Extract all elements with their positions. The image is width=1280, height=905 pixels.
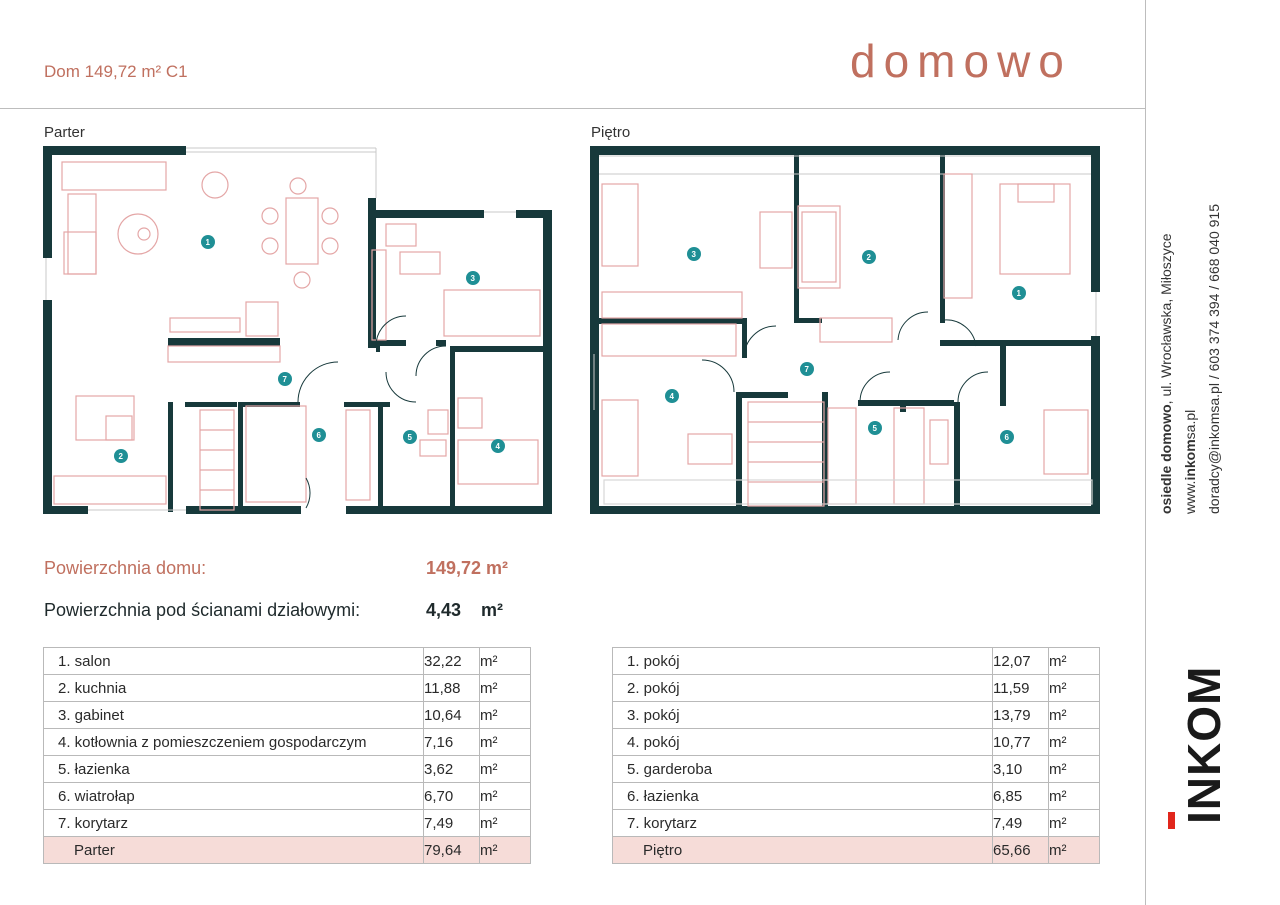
upper-floor-plan [588, 140, 1104, 520]
room-unit: m² [1049, 648, 1100, 675]
svg-text:1: 1 [1016, 289, 1021, 298]
room-unit: m² [1049, 675, 1100, 702]
room-marker [1012, 286, 1026, 300]
room-marker [114, 449, 128, 463]
room-area: 11,88 [424, 675, 480, 702]
table-row [44, 783, 531, 810]
ground-floor-label: Parter [44, 124, 85, 141]
room-unit: m² [1049, 702, 1100, 729]
contact-info: doradcy@inkomsa.pl / 603 374 394 / 668 040 915 [1206, 204, 1222, 514]
inkom-logo-mark [1168, 812, 1175, 829]
table-row [613, 783, 1100, 810]
room-area: 10,64 [424, 702, 480, 729]
room-area: 10,77 [993, 729, 1049, 756]
brand-logo: domowo [850, 35, 1072, 87]
svg-text:1: 1 [205, 238, 210, 247]
website-link[interactable]: www.inkomsa.pl [1182, 409, 1198, 514]
room-name: 5. garderoba [613, 756, 993, 783]
table-row [613, 756, 1100, 783]
room-unit: m² [1049, 729, 1100, 756]
svg-text:4: 4 [669, 392, 674, 401]
room-name: 3. gabinet [44, 702, 424, 729]
plan-title: Dom 149,72 m² C1 [44, 62, 188, 81]
room-area: 3,62 [424, 756, 480, 783]
room-name: 7. korytarz [44, 810, 424, 837]
svg-text:7: 7 [804, 365, 809, 374]
room-marker [201, 235, 215, 249]
estate-address: osiedle domowo, ul. Wrocławska, Miłoszyce [1158, 233, 1174, 514]
svg-text:6: 6 [316, 431, 321, 440]
room-name: 1. salon [44, 648, 424, 675]
room-name: 3. pokój [613, 702, 993, 729]
header-divider [0, 108, 1145, 109]
room-area: 6,70 [424, 783, 480, 810]
svg-text:2: 2 [866, 253, 871, 262]
table-row [613, 729, 1100, 756]
total-unit: m² [480, 837, 531, 864]
room-marker [312, 428, 326, 442]
room-marker [868, 421, 882, 435]
svg-text:6: 6 [1004, 433, 1009, 442]
room-marker [278, 372, 292, 386]
room-unit: m² [480, 729, 531, 756]
total-unit: m² [1049, 837, 1100, 864]
inkom-logo: INKOM [1178, 665, 1230, 824]
room-unit: m² [480, 648, 531, 675]
room-marker [687, 247, 701, 261]
total-area: 65,66 [993, 837, 1049, 864]
room-area: 11,59 [993, 675, 1049, 702]
ground-floor-plan [40, 140, 558, 520]
room-marker [466, 271, 480, 285]
room-unit: m² [1049, 810, 1100, 837]
table-row [44, 810, 531, 837]
table-row [44, 702, 531, 729]
upper-floor-label: Piętro [591, 124, 631, 141]
total-name: Piętro [613, 837, 993, 864]
table-row [613, 810, 1100, 837]
svg-text:4: 4 [495, 442, 500, 451]
svg-text:2: 2 [118, 452, 123, 461]
room-name: 5. łazienka [44, 756, 424, 783]
room-unit: m² [480, 756, 531, 783]
room-marker [491, 439, 505, 453]
room-name: 4. kotłownia z pomieszczeniem gospodarczym [44, 729, 424, 756]
room-unit: m² [480, 783, 531, 810]
table-row [44, 729, 531, 756]
room-name: 1. pokój [613, 648, 993, 675]
upper-floor-table [612, 647, 1100, 864]
svg-text:3: 3 [691, 250, 696, 259]
room-unit: m² [480, 702, 531, 729]
total-name: Parter [44, 837, 424, 864]
room-area: 7,49 [424, 810, 480, 837]
table-row [613, 648, 1100, 675]
room-unit: m² [480, 810, 531, 837]
walls-area-unit: m² [481, 600, 503, 620]
room-area: 7,49 [993, 810, 1049, 837]
room-area: 12,07 [993, 648, 1049, 675]
table-row [44, 756, 531, 783]
room-marker [800, 362, 814, 376]
room-marker [1000, 430, 1014, 444]
svg-text:3: 3 [470, 274, 475, 283]
room-area: 7,16 [424, 729, 480, 756]
room-name: 6. łazienka [613, 783, 993, 810]
room-name: 2. kuchnia [44, 675, 424, 702]
house-area-label: Powierzchnia domu: [44, 558, 207, 578]
room-name: 2. pokój [613, 675, 993, 702]
room-unit: m² [480, 675, 531, 702]
sidebar-divider [1145, 0, 1146, 905]
room-name: 4. pokój [613, 729, 993, 756]
svg-text:5: 5 [872, 424, 877, 433]
table-row [613, 675, 1100, 702]
room-unit: m² [1049, 756, 1100, 783]
table-row [44, 675, 531, 702]
room-area: 32,22 [424, 648, 480, 675]
room-marker [862, 250, 876, 264]
table-row [613, 702, 1100, 729]
table-row [44, 648, 531, 675]
room-name: 7. korytarz [613, 810, 993, 837]
house-area-value: 149,72 m² [426, 558, 509, 578]
svg-text:5: 5 [407, 433, 412, 442]
svg-text:7: 7 [282, 375, 287, 384]
table-total-row [44, 837, 531, 864]
room-area: 13,79 [993, 702, 1049, 729]
table-total-row [613, 837, 1100, 864]
room-name: 6. wiatrołap [44, 783, 424, 810]
room-marker [403, 430, 417, 444]
ground-floor-table [43, 647, 531, 864]
total-area: 79,64 [424, 837, 480, 864]
room-area: 6,85 [993, 783, 1049, 810]
walls-area-value: 4,43 [426, 600, 462, 620]
room-unit: m² [1049, 783, 1100, 810]
room-marker [665, 389, 679, 403]
room-area: 3,10 [993, 756, 1049, 783]
walls-area-label: Powierzchnia pod ścianami działowymi: [44, 600, 361, 620]
